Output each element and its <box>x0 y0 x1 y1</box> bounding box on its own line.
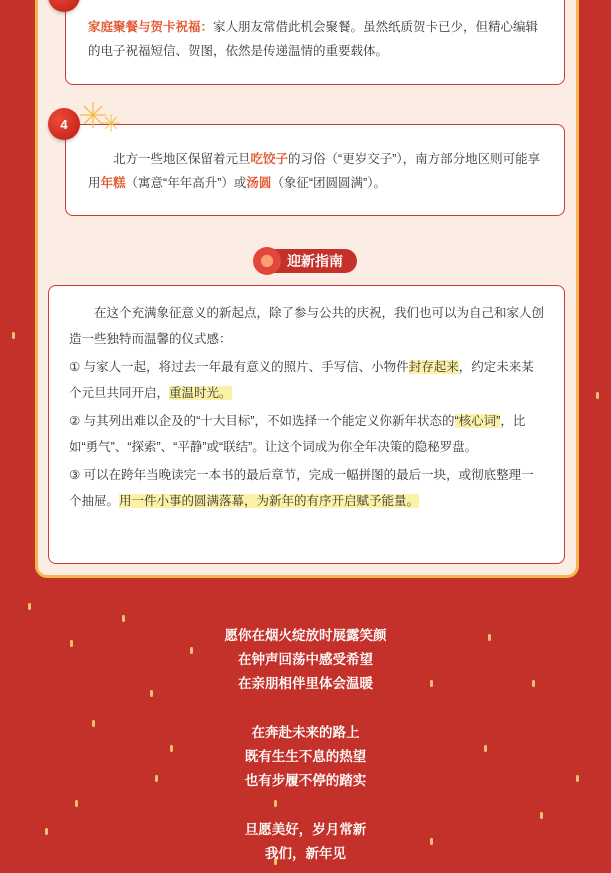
closing-line-8: 我们，新年见 <box>265 846 346 861</box>
card-guide <box>48 285 565 564</box>
card-family-dinner <box>65 0 565 85</box>
firework-icon-small <box>100 112 122 134</box>
closing-line-3: 在亲朋相伴里体会温暖 <box>238 676 373 691</box>
card-family-dinner-title: 家庭聚餐与贺卡祝福： <box>88 20 214 34</box>
card-food-customs <box>65 124 565 216</box>
card-food-customs-text: 北方一些地区保留着元旦吃饺子的习俗（“更岁交子”），南方部分地区则可能享用年糕（寓意“年年高升”）或汤圆（象征“团圆圆满”）。 <box>88 152 541 190</box>
guide-item-3: ③ 可以在跨年当晚读完一本书的最后章节，完成一幅拼图的最后一块，或彻底整理一个抽屉。用一件小事的圆满落幕，为新年的有序开启赋予能量。 <box>69 468 534 508</box>
closing-line-4: 在奔赴未来的路上 <box>251 725 360 740</box>
section-tag-guide <box>253 248 357 274</box>
guide-intro: 在这个充满象征意义的新起点，除了参与公共的庆祝，我们也可以为自己和家人创造一些独特而温馨的仪式感： <box>69 306 545 346</box>
closing-line-7: 旦愿美好，岁月常新 <box>244 822 367 837</box>
flower-icon <box>253 247 281 275</box>
guide-item-2: ② 与其列出难以企及的“十大目标”，不如选择一个能定义你新年状态的“核心词”，比如“勇气”、“探索”、“平静”或“联结”。让这个词成为你全年决策的隐秘罗盘。 <box>69 414 526 454</box>
closing-line-2: 在钟声回荡中感受希望 <box>238 652 373 667</box>
closing-line-6: 也有步履不停的踏实 <box>244 773 367 788</box>
section-tag-label: 迎新指南 <box>269 249 357 273</box>
closing-line-5: 既有生生不息的热望 <box>244 749 367 764</box>
number-badge-4: 4 <box>48 108 80 140</box>
closing-line-1: 愿你在烟火绽放时展露笑颜 <box>224 628 387 643</box>
guide-item-1: ① 与家人一起，将过去一年最有意义的照片、手写信、小物件封存起来，约定未来某个元旦共同开启，重温时光。 <box>69 360 534 400</box>
card-family-dinner-text: 家庭聚餐与贺卡祝福：家人朋友常借此机会聚餐。虽然纸质贺卡已少，但精心编辑的电子祝福短信、贺图，依然是传递温情的重要载体。 <box>88 20 539 58</box>
